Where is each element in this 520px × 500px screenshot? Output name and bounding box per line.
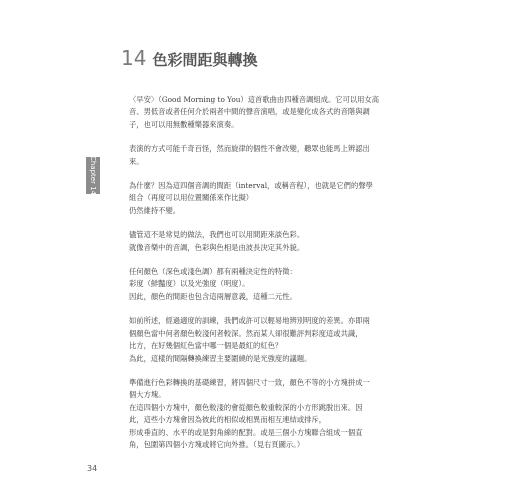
text-line: 在這四個小方塊中，顏色較淺的會從顏色較重較深的小方形跳脫出來。因	[129, 402, 363, 412]
text-line: 如前所述，經過適度的訓練，我們或許可以輕易地辨別明度的差異。亦即兩	[129, 316, 370, 326]
chapter-heading: 色彩間距與轉換	[152, 51, 258, 69]
text-line: 個顏色當中何者顏色較淺何者較深。然而某人卻很難評判彩度這或共識，	[129, 328, 363, 338]
chapter-side-tab	[86, 157, 100, 194]
text-line: 表演的方式可能千奇百怪，然而旋律的個性不會改變，聽眾也能馬上辨認出	[129, 144, 370, 154]
text-line: 為什麼？因為這四個音調的間距（interval，或稱音程），也就是它們的聲學	[129, 181, 373, 191]
paragraph	[129, 143, 404, 168]
chapter-side-tab-label: Chapter 14	[89, 155, 97, 196]
text-line: 仍然維持不變。	[129, 205, 181, 215]
paragraph	[129, 315, 404, 365]
page-number: 34	[87, 464, 98, 473]
text-line: 來。	[129, 156, 144, 166]
text-line: 任何顏色（深色或淺色調）都有兩種決定性的特徵：	[129, 267, 297, 277]
text-line: 音、男低音或者任何介於兩者中間的聲音演唱，或是變化成各式的音階與調	[129, 107, 370, 117]
text-line: 儘管這不是常見的做法，我們也可以用間距來談色彩。	[129, 230, 305, 240]
chapter-title	[121, 46, 257, 70]
chapter-number: 14	[121, 46, 147, 70]
text-line: 彩度（鮮豔度）以及光強度（明度）。	[129, 279, 250, 289]
text-line: 〈早安〉（Good Morning to You）這首歌曲由四種音調組成。它可以用女高	[129, 95, 380, 104]
paragraph	[129, 94, 404, 131]
text-line: 準備進行色彩轉換的基礎練習，將四個尺寸一致，顏色不等的小方塊拼成一	[129, 377, 370, 387]
paragraph	[129, 377, 404, 451]
text-line: 為此，這樣的間隔轉換練習主要圍繞的是光強度的議題。	[129, 353, 312, 363]
text-line: 就像音樂中的音調，色彩與色相是由波長決定其外貌。	[129, 242, 305, 252]
paragraph	[129, 266, 404, 303]
text-line: 因此，顏色的間距也包含這兩層意義，這種二元性。	[129, 291, 297, 301]
text-line: 子，也可以用無數種樂器來演奏。	[129, 119, 239, 129]
body-text	[129, 94, 404, 463]
text-line: 組合（再度可以用位置關係來作比擬）	[129, 193, 254, 203]
text-line: 比方，在好幾個紅色當中哪一個是最紅的紅色？	[129, 341, 283, 351]
paragraph	[129, 180, 404, 217]
paragraph	[129, 229, 404, 254]
text-line: 此，這些小方塊會因為彼此的相似或相異而相互連結或排斥，	[129, 415, 327, 425]
text-line: 角，包圍第四個小方塊或將它向外推。（見右頁圖示。）	[129, 439, 305, 449]
text-line: 個大方塊。	[129, 390, 166, 400]
text-line: 形成垂直的、水平的或是對角線的配對。或是三個小方塊聯合組成一個直	[129, 427, 363, 437]
